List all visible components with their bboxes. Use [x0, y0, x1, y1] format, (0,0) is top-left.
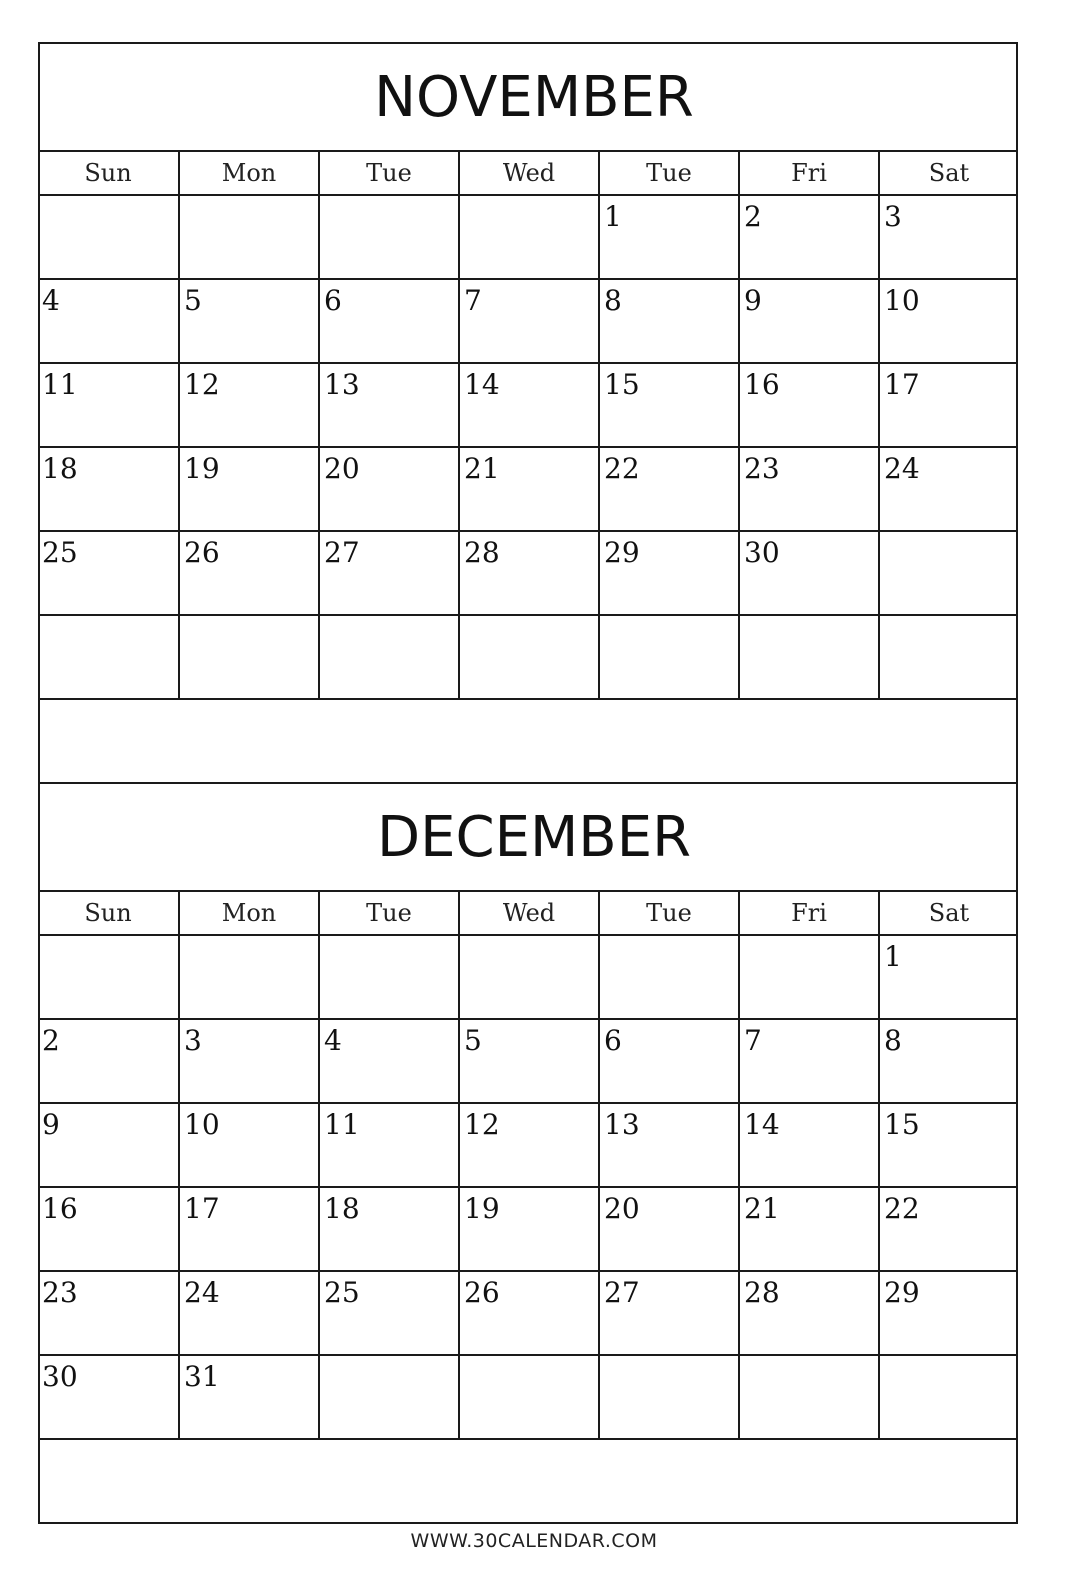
weekday-header: Sat [878, 150, 1018, 194]
website-footer: WWW.30CALENDAR.COM [410, 1530, 658, 1552]
weekday-header: Sun [38, 890, 178, 934]
month-title-november: NOVEMBER [374, 65, 694, 130]
weekday-header: Fri [738, 890, 878, 934]
day-cell: 4 [38, 278, 178, 362]
weekday-header: Wed [458, 890, 598, 934]
weekday-header: Tue [598, 150, 738, 194]
day-cell: 16 [38, 1186, 178, 1270]
day-cell [738, 1354, 878, 1438]
day-cell [738, 934, 878, 1018]
day-cell: 23 [38, 1270, 178, 1354]
weekday-header: Fri [738, 150, 878, 194]
grid-bottom-line [38, 698, 1018, 700]
day-cell: 16 [738, 362, 878, 446]
day-cell [598, 934, 738, 1018]
weekday-header: Sat [878, 890, 1018, 934]
day-cell [178, 614, 318, 698]
day-cell [458, 614, 598, 698]
day-cell: 11 [38, 362, 178, 446]
day-cell: 13 [318, 362, 458, 446]
day-cell [878, 530, 1018, 614]
day-cell: 3 [878, 194, 1018, 278]
day-cell [878, 1354, 1018, 1438]
day-cell: 24 [178, 1270, 318, 1354]
day-cell: 27 [318, 530, 458, 614]
day-cell [458, 194, 598, 278]
day-cell: 13 [598, 1102, 738, 1186]
day-cell: 4 [318, 1018, 458, 1102]
weekday-header: Mon [178, 890, 318, 934]
day-cell: 21 [738, 1186, 878, 1270]
day-cell [458, 934, 598, 1018]
day-cell: 20 [318, 446, 458, 530]
day-cell: 15 [878, 1102, 1018, 1186]
weekday-header: Tue [318, 150, 458, 194]
day-cell: 5 [458, 1018, 598, 1102]
day-cell: 19 [458, 1186, 598, 1270]
weekday-header: Wed [458, 150, 598, 194]
day-cell [38, 614, 178, 698]
day-cell: 5 [178, 278, 318, 362]
day-cell [38, 934, 178, 1018]
november-grid [38, 150, 1018, 698]
weekday-header: Tue [318, 890, 458, 934]
day-cell: 9 [738, 278, 878, 362]
day-cell: 15 [598, 362, 738, 446]
day-cell: 8 [598, 278, 738, 362]
weekday-header: Tue [598, 890, 738, 934]
day-cell: 20 [598, 1186, 738, 1270]
day-cell: 25 [38, 530, 178, 614]
day-cell: 18 [318, 1186, 458, 1270]
day-cell: 18 [38, 446, 178, 530]
day-cell: 19 [178, 446, 318, 530]
day-cell [318, 1354, 458, 1438]
section-divider [38, 782, 1018, 784]
day-cell: 3 [178, 1018, 318, 1102]
day-cell [318, 194, 458, 278]
day-cell: 28 [738, 1270, 878, 1354]
weekday-header: Sun [38, 150, 178, 194]
day-cell: 14 [458, 362, 598, 446]
day-cell: 29 [598, 530, 738, 614]
day-cell: 30 [38, 1354, 178, 1438]
day-cell [458, 1354, 598, 1438]
day-cell [38, 194, 178, 278]
day-cell: 8 [878, 1018, 1018, 1102]
day-cell: 30 [738, 530, 878, 614]
day-cell [178, 194, 318, 278]
day-cell: 31 [178, 1354, 318, 1438]
day-cell: 26 [458, 1270, 598, 1354]
december-grid [38, 890, 1018, 1438]
day-cell [878, 614, 1018, 698]
day-cell: 28 [458, 530, 598, 614]
day-cell: 6 [318, 278, 458, 362]
day-cell: 29 [878, 1270, 1018, 1354]
day-cell: 14 [738, 1102, 878, 1186]
day-cell: 22 [878, 1186, 1018, 1270]
day-cell: 25 [318, 1270, 458, 1354]
day-cell: 17 [178, 1186, 318, 1270]
day-cell: 7 [458, 278, 598, 362]
day-cell [318, 614, 458, 698]
day-cell: 22 [598, 446, 738, 530]
day-cell: 12 [458, 1102, 598, 1186]
day-cell: 2 [38, 1018, 178, 1102]
day-cell: 23 [738, 446, 878, 530]
day-cell: 10 [178, 1102, 318, 1186]
grid-bottom-line [38, 1438, 1018, 1440]
day-cell [598, 614, 738, 698]
day-cell [598, 1354, 738, 1438]
day-cell [178, 934, 318, 1018]
day-cell [738, 614, 878, 698]
day-cell: 9 [38, 1102, 178, 1186]
day-cell: 1 [598, 194, 738, 278]
day-cell [318, 934, 458, 1018]
day-cell: 21 [458, 446, 598, 530]
month-title-december: DECEMBER [376, 805, 691, 870]
day-cell: 27 [598, 1270, 738, 1354]
day-cell: 6 [598, 1018, 738, 1102]
day-cell: 26 [178, 530, 318, 614]
day-cell: 12 [178, 362, 318, 446]
weekday-header: Mon [178, 150, 318, 194]
day-cell: 1 [878, 934, 1018, 1018]
day-cell: 7 [738, 1018, 878, 1102]
day-cell: 2 [738, 194, 878, 278]
day-cell: 10 [878, 278, 1018, 362]
day-cell: 11 [318, 1102, 458, 1186]
day-cell: 24 [878, 446, 1018, 530]
day-cell: 17 [878, 362, 1018, 446]
